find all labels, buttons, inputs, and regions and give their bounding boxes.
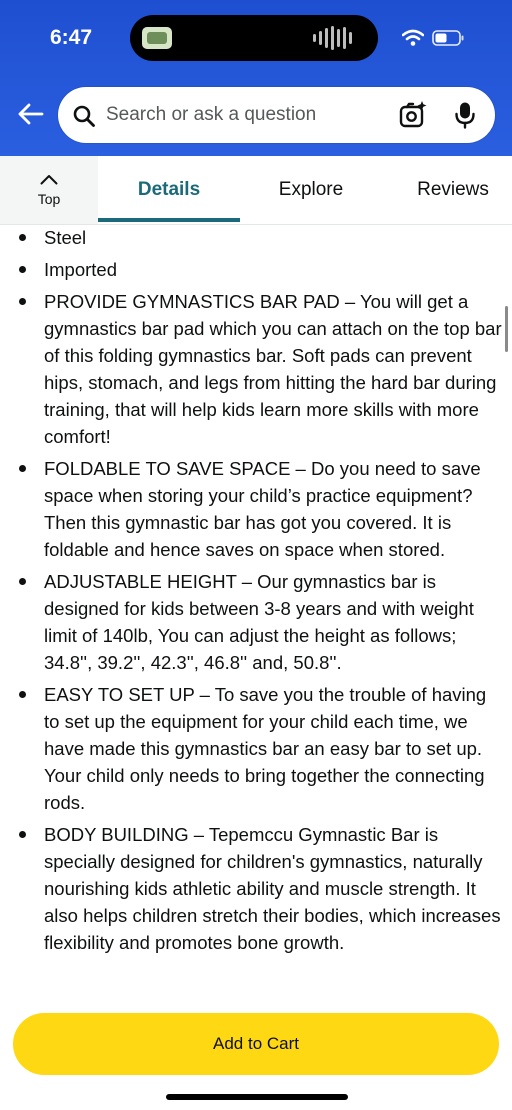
feature-bullet: Steel bbox=[0, 224, 512, 251]
search-bar[interactable] bbox=[58, 87, 495, 143]
audio-waveform-icon bbox=[313, 26, 352, 50]
feature-bullet: Imported bbox=[0, 256, 512, 283]
tab-explore[interactable]: Explore bbox=[278, 179, 344, 200]
back-to-top-button[interactable] bbox=[0, 156, 98, 224]
feature-bullet: ADJUSTABLE HEIGHT – Our gymnastics bar is designed for kids between 3-8 years and with weight limit of 140lb, You can adjust the height as follows; 34.8'', 39.2'', 42.3'', 46.8'' and, 50.8''. bbox=[0, 568, 512, 676]
search-input[interactable] bbox=[106, 101, 396, 129]
status-time: 6:47 bbox=[50, 26, 93, 49]
back-arrow-icon[interactable] bbox=[16, 100, 44, 128]
feature-bullet-list bbox=[0, 224, 512, 961]
add-to-cart-button[interactable]: Add to Cart bbox=[13, 1013, 499, 1075]
footer-bar bbox=[0, 1004, 512, 1110]
product-details-section[interactable] bbox=[0, 224, 512, 1004]
wifi-icon bbox=[402, 29, 424, 47]
battery-icon bbox=[432, 30, 464, 46]
tab-reviews[interactable]: Reviews bbox=[417, 179, 489, 200]
tab-details[interactable]: Details bbox=[137, 179, 201, 200]
feature-bullet: FOLDABLE TO SAVE SPACE – Do you need to save space when storing your child’s practice equipment? Then this gymnastic bar has got you covered. It is foldable and hence saves on space when stored. bbox=[0, 455, 512, 563]
dynamic-island bbox=[130, 15, 378, 61]
feature-bullet: PROVIDE GYMNASTICS BAR PAD – You will get a gymnastics bar pad which you can attach on the top bar of this folding gymnastics bar. Soft pads can prevent hips, stomach, and legs from hitting the hard bar during training, that will help kids learn more skills with more comfort! bbox=[0, 288, 512, 450]
header-bar bbox=[0, 0, 512, 156]
camera-search-icon[interactable] bbox=[398, 100, 428, 130]
back-to-top-label: Top bbox=[37, 191, 61, 207]
microphone-icon[interactable] bbox=[454, 101, 476, 129]
home-indicator bbox=[166, 1094, 348, 1100]
feature-bullet: BODY BUILDING – Tepemccu Gymnastic Bar is specially designed for children's gymnastics, naturally nourishing kids athletic ability and muscle strength. It also helps children stretch their bodies, which increases flexibility and promotes bone growth. bbox=[0, 821, 512, 956]
tab-bar bbox=[0, 156, 512, 225]
scrollbar-thumb[interactable] bbox=[505, 306, 508, 352]
feature-bullet: EASY TO SET UP – To save you the trouble of having to set up the equipment for your child each time, we have made this gymnastics bar an easy bar to set up. Your child only needs to bring together the connecting rods. bbox=[0, 681, 512, 816]
app-activity-icon bbox=[142, 27, 172, 49]
search-icon bbox=[72, 104, 96, 128]
active-tab-indicator bbox=[98, 218, 240, 222]
chevron-up-icon bbox=[40, 173, 58, 185]
